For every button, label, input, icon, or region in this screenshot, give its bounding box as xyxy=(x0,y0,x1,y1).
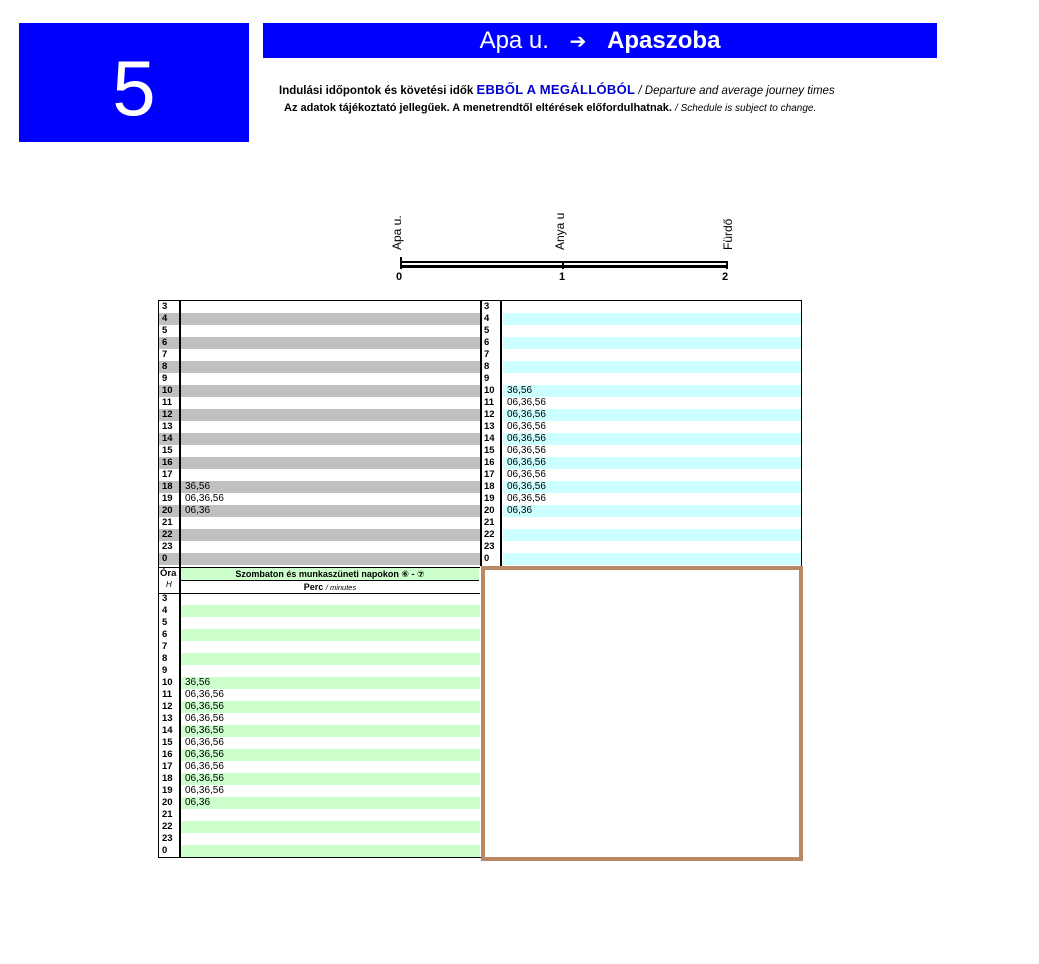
minutes-cell xyxy=(181,385,480,397)
hour-cell: 16 xyxy=(162,749,173,760)
stop-tick xyxy=(562,262,564,269)
table-row xyxy=(481,493,801,505)
table-row xyxy=(159,629,480,641)
minutes-cell xyxy=(181,337,480,349)
stop-name: Apa u. xyxy=(390,215,404,250)
hour-cell: 22 xyxy=(159,529,181,541)
stop-tick xyxy=(726,262,728,269)
hour-cell: 14 xyxy=(162,725,173,736)
table-row xyxy=(481,457,801,469)
minutes-cell xyxy=(181,517,480,529)
hour-cell: 6 xyxy=(162,629,168,640)
minutes-cell xyxy=(181,665,480,677)
minutes-cell xyxy=(181,809,480,821)
minutes-cell: 06,36,56 xyxy=(507,421,546,432)
hour-cell: 18 xyxy=(162,773,173,784)
hour-cell: 17 xyxy=(162,761,173,772)
table-row xyxy=(159,617,480,629)
minutes-cell xyxy=(181,821,480,833)
table-row xyxy=(159,313,480,325)
hour-cell: 12 xyxy=(159,409,181,421)
table-row xyxy=(481,409,801,421)
table-row xyxy=(159,337,480,349)
minutes-cell: 06,36,56 xyxy=(185,713,224,724)
hour-cell: 3 xyxy=(162,593,168,604)
minutes-cell: 06,36,56 xyxy=(181,773,480,785)
table-row xyxy=(481,481,801,493)
minutes-cell: 06,36,56 xyxy=(181,725,480,737)
hour-cell: 20 xyxy=(162,797,173,808)
route-to: Apaszoba xyxy=(607,27,721,54)
minutes-cell xyxy=(503,301,801,313)
table-row xyxy=(159,421,480,433)
hour-cell: 7 xyxy=(162,641,168,652)
minutes-cell: 06,36,56 xyxy=(185,761,224,772)
hour-cell: 18 xyxy=(484,481,495,492)
minutes-cell xyxy=(181,529,480,541)
table-row xyxy=(481,433,801,445)
table-row xyxy=(481,529,801,541)
hour-cell: 22 xyxy=(162,821,173,832)
table-row xyxy=(159,385,480,397)
route-line xyxy=(400,265,728,268)
table-row xyxy=(159,433,480,445)
table-row xyxy=(159,689,480,701)
minutes-cell: 06,36,56 xyxy=(185,737,224,748)
table-row xyxy=(159,713,480,725)
route-line xyxy=(400,261,728,263)
minutes-cell xyxy=(503,529,801,541)
minutes-cell: 06,36,56 xyxy=(185,493,224,504)
hour-cell: 8 xyxy=(159,361,181,373)
hour-cell: 10 xyxy=(162,677,173,688)
minutes-cell xyxy=(181,409,480,421)
description-line-1: Indulási időpontok és követési idők EBBŐL A MEGÁLLÓBÓL / Departure and average journey times xyxy=(279,82,835,97)
hour-cell: 8 xyxy=(162,653,168,664)
hour-cell: 5 xyxy=(484,325,490,336)
table-row xyxy=(159,773,480,785)
weekend-header xyxy=(159,567,480,594)
minutes-cell: 06,36,56 xyxy=(181,701,480,713)
hour-cell: 15 xyxy=(162,737,173,748)
table-row xyxy=(159,797,480,809)
minutes-cell xyxy=(503,349,801,361)
minutes-cell xyxy=(503,541,801,553)
table-row xyxy=(159,761,480,773)
hour-cell: 0 xyxy=(159,553,181,565)
hour-cell: 6 xyxy=(484,337,490,348)
minutes-cell xyxy=(503,517,801,529)
hour-cell: 14 xyxy=(484,433,495,444)
hour-cell: 5 xyxy=(162,325,168,336)
table-row xyxy=(159,517,480,529)
table-row xyxy=(159,593,480,605)
hour-cell: 23 xyxy=(484,541,495,552)
minutes-cell xyxy=(181,553,480,565)
hour-cell: 21 xyxy=(162,517,173,528)
table-row xyxy=(481,553,801,565)
table-row xyxy=(159,553,480,565)
minutes-cell xyxy=(503,325,801,337)
minutes-cell xyxy=(181,421,480,433)
weekday-right-table xyxy=(481,301,801,565)
table-row xyxy=(159,529,480,541)
minutes-cell xyxy=(181,313,480,325)
table-row xyxy=(159,605,480,617)
minutes-cell xyxy=(503,313,801,325)
minutes-cell: 06,36 xyxy=(503,505,801,517)
hour-cell: 9 xyxy=(162,373,168,384)
stop-name: Fürdő xyxy=(721,218,735,250)
table-row xyxy=(481,445,801,457)
hour-cell: 3 xyxy=(484,301,490,312)
hour-cell: 22 xyxy=(484,529,495,540)
hour-cell: 19 xyxy=(162,785,173,796)
description-emphasis: EBBŐL A MEGÁLLÓBÓL xyxy=(476,82,636,97)
hour-cell: 7 xyxy=(162,349,168,360)
table-row xyxy=(159,677,480,689)
route-number: 5 xyxy=(112,44,156,132)
arrow-right-icon: ➔ xyxy=(569,31,587,53)
column-divider xyxy=(500,301,502,566)
table-row xyxy=(481,361,801,373)
minutes-cell: 06,36,56 xyxy=(507,397,546,408)
minutes-cell xyxy=(503,373,801,385)
hour-cell: 11 xyxy=(162,689,173,700)
table-row xyxy=(481,313,801,325)
table-row xyxy=(481,469,801,481)
stop-index: 2 xyxy=(722,271,729,283)
table-row xyxy=(481,385,801,397)
table-row xyxy=(481,373,801,385)
hour-cell: 16 xyxy=(484,457,495,468)
hour-cell: 18 xyxy=(159,481,181,493)
minutes-cell xyxy=(503,553,801,565)
table-row xyxy=(159,373,480,385)
hour-cell: 19 xyxy=(162,493,173,504)
minutes-cell xyxy=(181,605,480,617)
minutes-cell xyxy=(181,445,480,457)
hour-cell: 11 xyxy=(484,397,495,408)
table-row xyxy=(159,349,480,361)
table-row xyxy=(159,397,480,409)
hour-cell: 15 xyxy=(162,445,173,456)
minutes-cell: 06,36,56 xyxy=(503,457,801,469)
minutes-cell xyxy=(181,629,480,641)
minutes-cell xyxy=(181,617,480,629)
hour-cell: 21 xyxy=(484,517,495,528)
minutes-cell xyxy=(181,593,480,605)
table-row xyxy=(159,749,480,761)
stop-name: Anya u xyxy=(553,212,567,250)
minutes-cell xyxy=(181,397,480,409)
minutes-cell xyxy=(181,301,480,313)
table-row xyxy=(159,725,480,737)
table-row xyxy=(159,469,480,481)
minutes-cell xyxy=(181,325,480,337)
minutes-cell xyxy=(181,349,480,361)
description-line-2: Az adatok tájékoztató jellegűek. A menetrendtől eltérések előfordulhatnak. / Schedule is subject to change. xyxy=(284,102,817,114)
hour-cell: 11 xyxy=(162,397,173,408)
minutes-cell xyxy=(181,641,480,653)
hour-cell: 0 xyxy=(162,845,168,856)
minutes-cell: 06,36,56 xyxy=(181,749,480,761)
table-row xyxy=(159,653,480,665)
minutes-cell: 36,56 xyxy=(181,677,480,689)
stop-tick xyxy=(400,257,402,269)
table-row xyxy=(159,325,480,337)
hour-cell: 4 xyxy=(484,313,490,324)
minutes-cell xyxy=(181,541,480,553)
table-row xyxy=(481,517,801,529)
minutes-cell: 06,36,56 xyxy=(507,493,546,504)
minutes-cell: 06,36 xyxy=(181,505,480,517)
minutes-cell xyxy=(181,433,480,445)
minutes-cell: 06,36,56 xyxy=(507,469,546,480)
table-row xyxy=(159,301,480,313)
minutes-header: Perc / minutes xyxy=(181,580,479,594)
minutes-cell: 36,56 xyxy=(181,481,480,493)
hour-cell: 15 xyxy=(484,445,495,456)
table-row xyxy=(159,701,480,713)
table-row xyxy=(481,301,801,313)
minutes-cell: 06,36,56 xyxy=(507,445,546,456)
route-from: Apa u. xyxy=(479,27,549,54)
column-divider xyxy=(480,301,482,566)
hour-cell: 4 xyxy=(162,605,168,616)
hour-cell: 0 xyxy=(484,553,490,564)
hour-cell: 20 xyxy=(484,505,495,516)
hour-cell: 16 xyxy=(159,457,181,469)
table-row xyxy=(159,845,480,857)
minutes-cell xyxy=(181,361,480,373)
minutes-cell: 36,56 xyxy=(503,385,801,397)
minutes-cell xyxy=(181,845,480,857)
table-row xyxy=(481,421,801,433)
hour-cell: 4 xyxy=(159,313,181,325)
hour-cell: 14 xyxy=(159,433,181,445)
table-row xyxy=(481,349,801,361)
hour-cell: 12 xyxy=(484,409,495,420)
hour-cell: 19 xyxy=(484,493,495,504)
table-row xyxy=(159,785,480,797)
minutes-cell xyxy=(181,653,480,665)
stop-index: 1 xyxy=(559,271,566,283)
minutes-cell xyxy=(181,469,480,481)
minutes-cell xyxy=(181,833,480,845)
hour-header-en: H xyxy=(166,580,172,589)
table-row xyxy=(481,325,801,337)
hour-header: Óra xyxy=(160,568,177,579)
table-row xyxy=(159,481,480,493)
hour-cell: 6 xyxy=(159,337,181,349)
table-row xyxy=(159,665,480,677)
table-row xyxy=(159,493,480,505)
hour-cell: 7 xyxy=(484,349,490,360)
table-row xyxy=(481,337,801,349)
hour-cell: 10 xyxy=(159,385,181,397)
notes-box xyxy=(481,566,803,861)
hour-cell: 12 xyxy=(162,701,173,712)
weekday-left-table xyxy=(159,301,480,565)
hour-cell: 17 xyxy=(162,469,173,480)
table-row xyxy=(159,409,480,421)
table-row xyxy=(481,397,801,409)
table-row xyxy=(159,821,480,833)
weekend-title: Szombaton és munkaszüneti napokon ⑥ - ⑦ xyxy=(181,568,479,580)
table-row xyxy=(159,737,480,749)
hour-cell: 17 xyxy=(484,469,495,480)
minutes-cell: 06,36,56 xyxy=(503,409,801,421)
hour-cell: 20 xyxy=(159,505,181,517)
minutes-cell xyxy=(181,457,480,469)
table-row xyxy=(159,641,480,653)
hour-cell: 23 xyxy=(162,541,173,552)
table-row xyxy=(159,833,480,845)
minutes-cell: 06,36 xyxy=(181,797,480,809)
route-number-box xyxy=(19,23,249,142)
weekend-table xyxy=(159,593,480,857)
table-row xyxy=(159,809,480,821)
minutes-cell: 06,36,56 xyxy=(503,433,801,445)
hour-cell: 10 xyxy=(484,385,495,396)
stop-index: 0 xyxy=(396,271,403,283)
table-row xyxy=(159,505,480,517)
table-row xyxy=(159,457,480,469)
minutes-cell xyxy=(503,361,801,373)
hour-cell: 13 xyxy=(484,421,495,432)
table-row xyxy=(481,541,801,553)
hour-cell: 5 xyxy=(162,617,168,628)
table-row xyxy=(159,445,480,457)
minutes-cell xyxy=(181,373,480,385)
table-row xyxy=(159,361,480,373)
hour-cell: 9 xyxy=(484,373,490,384)
hour-cell: 9 xyxy=(162,665,168,676)
hour-cell: 21 xyxy=(162,809,173,820)
minutes-cell xyxy=(503,337,801,349)
hour-cell: 13 xyxy=(162,421,173,432)
table-row xyxy=(159,541,480,553)
table-row xyxy=(481,505,801,517)
hour-cell: 13 xyxy=(162,713,173,724)
hour-cell: 23 xyxy=(162,833,173,844)
minutes-cell: 06,36,56 xyxy=(185,689,224,700)
minutes-cell: 06,36,56 xyxy=(185,785,224,796)
hour-cell: 8 xyxy=(484,361,490,372)
minutes-cell: 06,36,56 xyxy=(503,481,801,493)
route-title-bar xyxy=(263,23,937,58)
hour-cell: 3 xyxy=(162,301,168,312)
